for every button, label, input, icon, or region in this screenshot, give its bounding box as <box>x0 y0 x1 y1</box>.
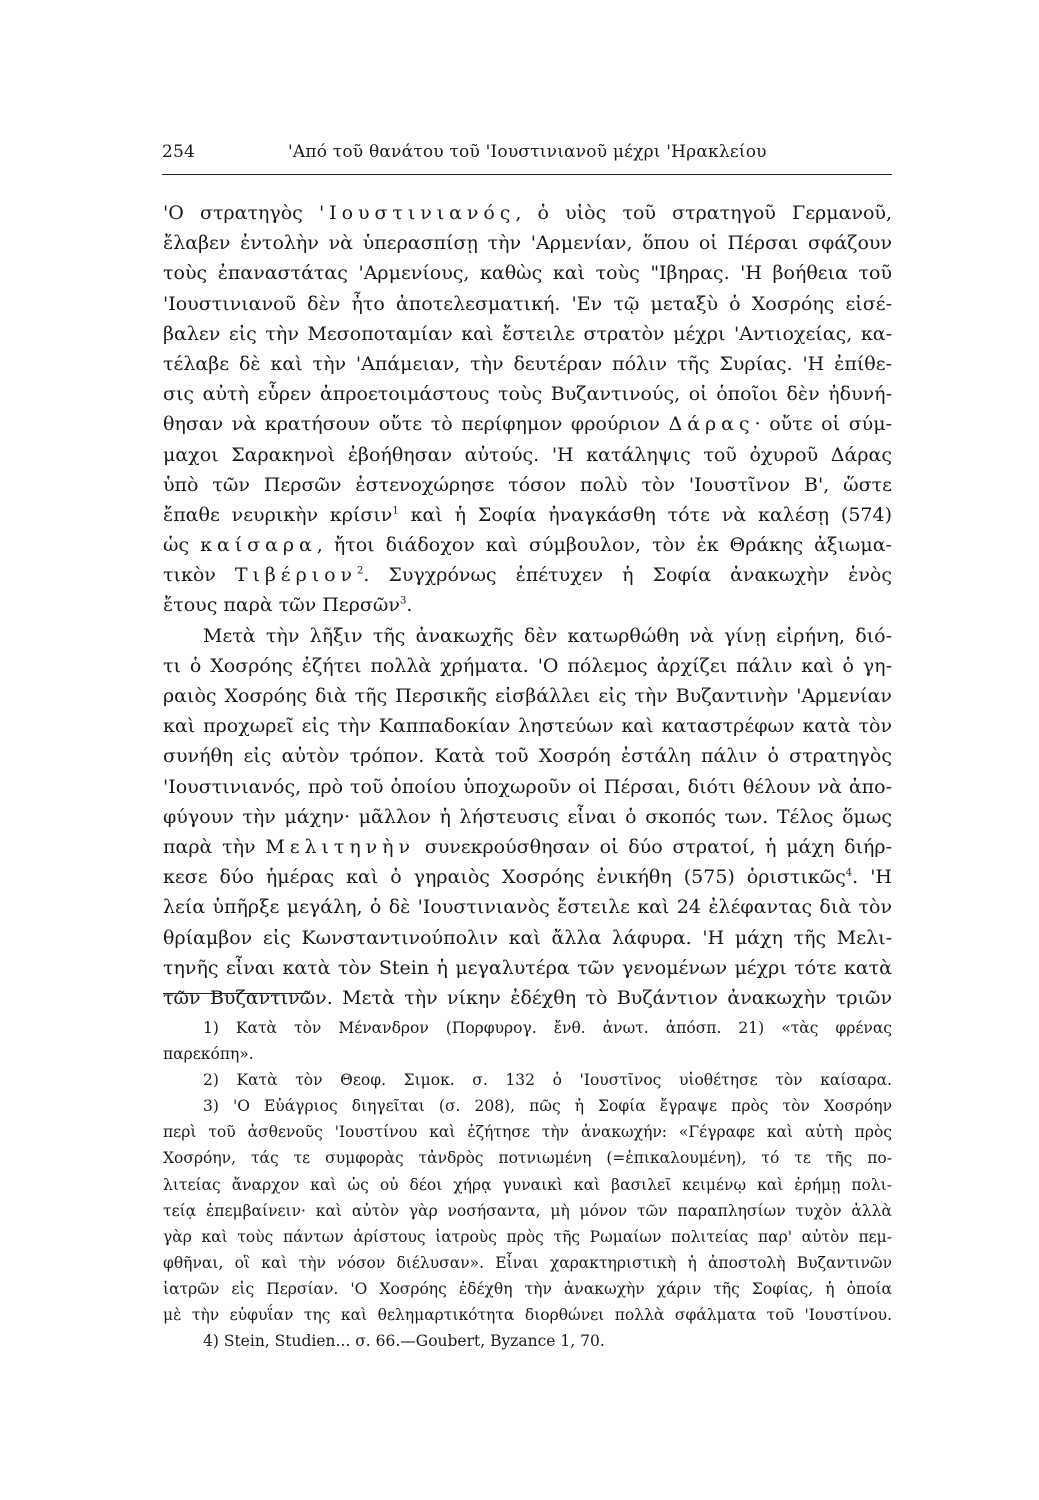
text-line: 'Ο στρατηγὸς 'Ιουστινιανός, ὁ υἱὸς τοῦ στρατηγοῦ Γερμανοῦ, <box>163 202 892 224</box>
footnote-line: 1) Κατὰ τὸν Μένανδρον (Πορφυρογ. ἔνθ. ἀνωτ. ἀπόσπ. 21) «τὰς φρένας <box>203 1019 892 1037</box>
text-line: λεία ὑπῆρξε μεγάλη, ὁ δὲ 'Ιουστινιανὸς ἔστειλε καὶ 24 ἐλέφαντας διὰ τὸν <box>163 896 892 919</box>
page-number: 254 <box>162 142 196 162</box>
text-line: τοὺς ἐπαναστάτας 'Αρμενίους, καθὼς καὶ τοὺς "Ιβηρας. 'Η βοήθεια τοῦ <box>163 262 892 285</box>
spaced-name: Τιβέριον <box>234 564 357 587</box>
text-line: τῶν Βυζαντινῶν. Μετὰ τὴν νίκην ἐδέχθη τὸ Βυζάντιον ἀνακωχὴν τριῶν <box>163 986 892 1009</box>
text-line: ὑπὸ τῶν Περσῶν ἐστενοχώρησε τόσον πολὺ τὸν 'Ιουστῖνον Β', ὥστε <box>163 473 892 496</box>
footnotes <box>163 1015 892 1354</box>
text-line: παρὰ τὴν Μελιτηνὴν συνεκρούσθησαν οἱ δύο στρατοί, ἡ μάχη διήρ- <box>163 835 892 858</box>
spaced-name: Δάρας <box>668 413 755 436</box>
header-rule <box>162 174 892 175</box>
footnote-line: μὲ τὴν εὐφυΐαν της καὶ θελημαρτικότητα διορθώνει πολλὰ σφάλματα τοῦ 'Ιουστίνου. <box>163 1306 892 1325</box>
text-line: καὶ προχωρεῖ εἰς τὴν Καππαδοκίαν ληστεύων καὶ καταστρέφων κατὰ τὸν <box>163 715 892 738</box>
text-line: συνήθη εἰς αὐτὸν τρόπον. Κατὰ τοῦ Χοσρόη ἐστάλη πάλιν ὁ στρατηγὸς <box>163 745 892 768</box>
text-line: τέλαβε δὲ καὶ τὴν 'Απάμειαν, τὴν δευτέραν πόλιν τῆς Συρίας. 'Η ἐπίθε- <box>163 352 892 375</box>
text-line: ραιὸς Χοσρόης διὰ τῆς Περσικῆς εἰσβάλλει εἰς τὴν Βυζαντινὴν 'Αρμενίαν <box>163 685 892 707</box>
footnote-line: παρεκόπη». <box>163 1045 254 1064</box>
text-line: ἔτους παρὰ τῶν Περσῶν$^3$. <box>163 594 413 617</box>
main-text <box>163 198 892 1013</box>
footnote-line: 4) Stein, Studien... σ. 66.—Goubert, Byzance 1, 70. <box>203 1332 605 1351</box>
spaced-name: 'Ιουστινιανός <box>318 202 516 224</box>
running-title: 'Από τοῦ θανάτου τοῦ 'Ιουστινιανοῦ μέχρι 'Ηρακλείου <box>288 142 767 162</box>
footnote-line: τείᾳ ἐπεμβαίνειν· καὶ αὐτὸν γὰρ νοσήσαντα, μὴ μόνον τῶν παραπλησίων τυχὸν ἀλλὰ <box>163 1201 892 1220</box>
text-line: θρίαμβον εἰς Κωνσταντινούπολιν καὶ ἄλλα λάφυρα. 'Η μάχη τῆς Μελι- <box>163 926 892 949</box>
spaced-name: καίσαρα <box>200 534 317 557</box>
text-line: ὡς καίσαρα, ἤτοι διάδοχον καὶ σύμβουλον, τὸν ἐκ Θράκης ἀξιωμα- <box>163 534 892 557</box>
footnote-line: περὶ τοῦ ἀσθενοῦς 'Ιουστίνου καὶ ἐζήτησε τὴν ἀνακωχήν: «Γέγραφε καὶ αὐτὴ πρὸς <box>163 1123 892 1142</box>
footnote-ref: 1 <box>392 505 399 517</box>
footnote-ref: 3 <box>399 596 407 608</box>
text-line: τηνῆς εἶναι κατὰ τὸν Stein ἡ μεγαλυτέρα τῶν γενομένων μέχρι τότε κατὰ <box>163 956 892 979</box>
text-line: 'Ιουστινιανός, πρὸ τοῦ ὁποίου ὑποχωροῦν οἱ Πέρσαι, διότι θέλουν νὰ ἀπο- <box>163 775 892 798</box>
footnote-line: 2) Κατὰ τὸν Θεοφ. Σιμοκ. σ. 132 ὁ 'Ιουστῖνος υἱοθέτησε τὸν καίσαρα. <box>203 1071 892 1090</box>
text-line: τικὸν Τιβέριον$^2$. Συγχρόνως ἐπέτυχεν ἡ Σοφία ἀνακωχὴν ἑνὸς <box>163 564 892 587</box>
text-line: φύγουν τὴν μάχην· μᾶλλον ἡ λήστευσις εἶναι ὁ σκοπός των. Τέλος ὅμως <box>163 805 892 828</box>
text-line: βαλεν εἰς τὴν Μεσοποταμίαν καὶ ἔστειλε στρατὸν μέχρι 'Αντιοχείας, κα- <box>163 322 892 345</box>
text-line: τι ὁ Χοσρόης ἐζήτει πολλὰ χρήματα. 'Ο πόλεμος ἀρχίζει πάλιν καὶ ὁ γη- <box>163 654 892 677</box>
footnote-ref: 2 <box>356 565 364 577</box>
text-line: 'Ιουστινιανοῦ δὲν ἦτο ἀποτελεσματική. 'Εν τῷ μεταξὺ ὁ Χοσρόης εἰσέ- <box>163 292 892 315</box>
footnote-line: ἰατρῶν εἰς Περσίαν. 'Ο Χοσρόης ἐδέχθη τὴν ἀνακωχὴν χάριν τῆς Σοφίας, ἡ ὁποία <box>163 1279 892 1298</box>
text-line: κεσε δύο ἡμέρας καὶ ὁ γηραιὸς Χοσρόης ἐνικήθη (575) ὁριστικῶς$^4$. 'Η <box>163 866 892 889</box>
text-line: Μετὰ τὴν λῆξιν τῆς ἀνακωχῆς δὲν κατωρθώθη νὰ γίνῃ εἰρήνη, διό- <box>203 624 892 647</box>
text-line: ἔλαβεν ἐντολὴν νὰ ὑπερασπίσῃ τὴν 'Αρμενίαν, ὅπου οἱ Πέρσαι σφάζουν <box>163 232 892 255</box>
text-line: μαχοι Σαρακηνοὶ ἐβοήθησαν αὐτούς. 'Η κατάληψις τοῦ ὀχυροῦ Δάρας <box>163 443 892 466</box>
text-line: ἔπαθε νευρικὴν κρίσιν$^1$ καὶ ἡ Σοφία ἠναγκάσθη τότε νὰ καλέσῃ (574) <box>163 503 892 526</box>
footnote-line: γὰρ καὶ τοὺς πάντων ἀρίστους ἰατροὺς πρὸς τῆς Ρωμαίων πολιτείας παρ' αὐτὸν πεμ- <box>163 1227 892 1246</box>
text-line: σις αὐτὴ εὗρεν ἀπροετοιμάστους τοὺς Βυζαντινούς, οἱ ὁποῖοι δὲν ἠδυνή- <box>163 383 892 406</box>
footnote-line: φθῆναι, οἳ καὶ τὴν νόσον διέλυσαν». Εἶναι χαρακτηριστικὴ ἡ ἀποστολὴ Βυζαντινῶν <box>163 1253 892 1272</box>
footnote-line: 3) 'Ο Εὐάγριος διηγεῖται (σ. 208), πῶς ἡ Σοφία ἔγραψε πρὸς τὸν Χοσρόην <box>203 1097 892 1116</box>
text-line: θησαν νὰ κρατήσουν οὔτε τὸ περίφημον φρούριον Δάρας· οὔτε οἱ σύμ- <box>163 413 892 436</box>
footnote-line: λιτείας ἄναρχον καὶ ὡς οὐ δέοι χήρᾳ γυναικὶ καὶ βασιλεῖ κειμένῳ καὶ ἐρήμῃ πολι- <box>163 1175 892 1194</box>
footnote-ref: 4 <box>845 867 853 879</box>
spaced-name: Μελιτηνὴν <box>265 835 415 858</box>
footnote-line: Χοσρόην, τάς τε συμφορὰς τἀνδρὸς ποτνιωμένη (=ἐπικαλουμένη), τό τε τῆς πο- <box>163 1149 892 1168</box>
footnote-rule <box>163 993 310 994</box>
